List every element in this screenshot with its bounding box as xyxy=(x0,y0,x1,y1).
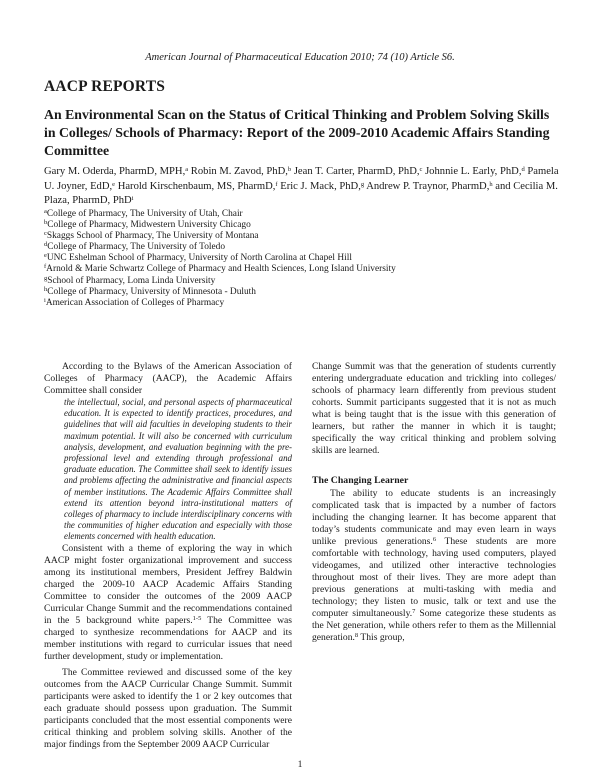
affiliation: $^a$College of Pharmacy, The University of Utah, Chair xyxy=(44,208,243,219)
paragraph: According to the Bylaws of the American Association of Colleges of Pharmacy (AACP), the Academic Affairs Committee shall consider xyxy=(44,361,292,396)
affiliation: $^e$UNC Eshelman School of Pharmacy, University of North Carolina at Chapel Hill xyxy=(44,252,352,264)
author: Gary M. Oderda, PharmD, MPH,$^a$ xyxy=(44,166,189,177)
page-number: 1 xyxy=(297,759,303,770)
citation: 7 xyxy=(412,608,416,615)
affiliation: $^i$American Association of Colleges of Pharmacy xyxy=(44,296,225,308)
journal-header: American Journal of Pharmaceutical Education 2010; 74 (10) Article S6. xyxy=(145,52,455,63)
author: Robin M. Zavod, PhD,$^b$ xyxy=(190,166,292,177)
bylaws-quote: the intellectual, social, and personal aspects of pharmaceutical education. It is expected to identify practices, procedures, and guidelines that will aid faculties in developing students to their maximum potential. It will also be concerned with curriculum analysis, development, and evaluation beginning with the pre-professional level and extending through professional and graduate education. The Committee shall seek to identify issues and problems affecting the administrative and financial aspects of member institutions. The Academic Affairs Committee shall extend its attention beyond intra-institutional matters of colleges of pharmacy to include interdisciplinary concerns with the communities of higher education and especially with those elements concerned with health education. xyxy=(64,397,292,542)
section-heading: The Changing Learner xyxy=(312,475,409,486)
author-list xyxy=(44,165,564,209)
article-title: An Environmental Scan on the Status of Critical Thinking and Problem Solving Skills in Colleges/ Schools of Pharmacy: Report of the 2009-2010 Academic Affairs Standing Committee xyxy=(44,107,550,158)
affiliation: $^b$College of Pharmacy, Midwestern University Chicago xyxy=(44,219,251,231)
paragraph: The ability to educate students is an increasingly complicated task that is impacted by a number of factors including the changing learner. It has become apparent that today’s students communicate and may even learn in ways unlike previous generations.$^6$ These students are more comfortable with technology, having used computers, played videogames, and utilized other interactive technologies throughout most of their lives. They are more adept than previous generations at multi-tasking with media and technology; they listen to music, talk or text and use the computer simultaneously.$^7$ Some categorize these students as the Net generation, while others refer to them as the Millennial generation.$^8$ This group, xyxy=(312,488,556,643)
author: Harold Kirschenbaum, MS, PharmD,$^f$ xyxy=(117,180,278,192)
citation: 6 xyxy=(432,536,437,543)
body-column-left xyxy=(44,361,292,751)
paragraph: Consistent with a theme of exploring the way in which AACP might foster organizational improvement and success among its institutional members, President Jeffrey Baldwin charged the 2009-10 AACP Academic Affairs Standing Committee to consider the outcomes of the 2009 AACP Curricular Change Summit and the recommendations contained in the 5 background white papers.$^{1-5}$ The Committee was charged to synthesize recommendations for AACP and its member institutions with regard to curricular issues that need further development, study or implementation. xyxy=(44,542,292,662)
author: Andrew P. Traynor, PharmD,$^h$ and xyxy=(366,180,514,192)
citation: 8 xyxy=(354,632,359,639)
body-column-right xyxy=(312,361,556,644)
paragraph-continued: Change Summit was that the generation of students currently entering undergraduate education and trickling into colleges/ schools of pharmacy learn differently from previous student cohorts. Summit participants suggested that it is not as much what is being taught that is the issue with this generation of learners, but rather the manner in which it is taught; specifically the way critical thinking and problem solving skills are learned. xyxy=(312,361,556,456)
affiliation-list xyxy=(44,209,564,309)
author: Eric J. Mack, PhD,$^g$ xyxy=(280,180,365,192)
paragraph: The Committee reviewed and discussed some of the key outcomes from the AACP Curricular Change Summit. Summit participants were asked to identify the 1 or 2 key outcomes that each graduate should possess upon graduation. The Summit participants concluded that the most essential components were critical thinking and problem solving skills. Another of the major findings from the September 2009 AACP Curricular xyxy=(44,666,292,750)
affiliation: $^c$Skaggs School of Pharmacy, The University of Montana xyxy=(44,230,259,242)
author: Cecilia M. Plaza, PharmD, PhD$^i$ xyxy=(44,180,558,206)
author: Jean T. Carter, PharmD, PhD,$^c$ xyxy=(293,166,423,177)
affiliation: $^d$College of Pharmacy, The University of Toledo xyxy=(44,241,226,253)
author: Pamela U. Joyner, EdD,$^e$ xyxy=(44,166,559,192)
author: Johnnie L. Early, PhD,$^d$ xyxy=(425,166,525,177)
affiliation: $^h$College of Pharmacy, University of Minnesota - Duluth xyxy=(44,285,256,297)
affiliation: $^f$Arnold & Marie Schwartz College of Pharmacy and Health Sciences, Long Island University xyxy=(44,263,396,275)
affiliation: $^g$School of Pharmacy, Loma Linda University xyxy=(44,274,216,286)
section-label: AACP REPORTS xyxy=(44,78,166,95)
citation: 1-5 xyxy=(192,614,202,622)
